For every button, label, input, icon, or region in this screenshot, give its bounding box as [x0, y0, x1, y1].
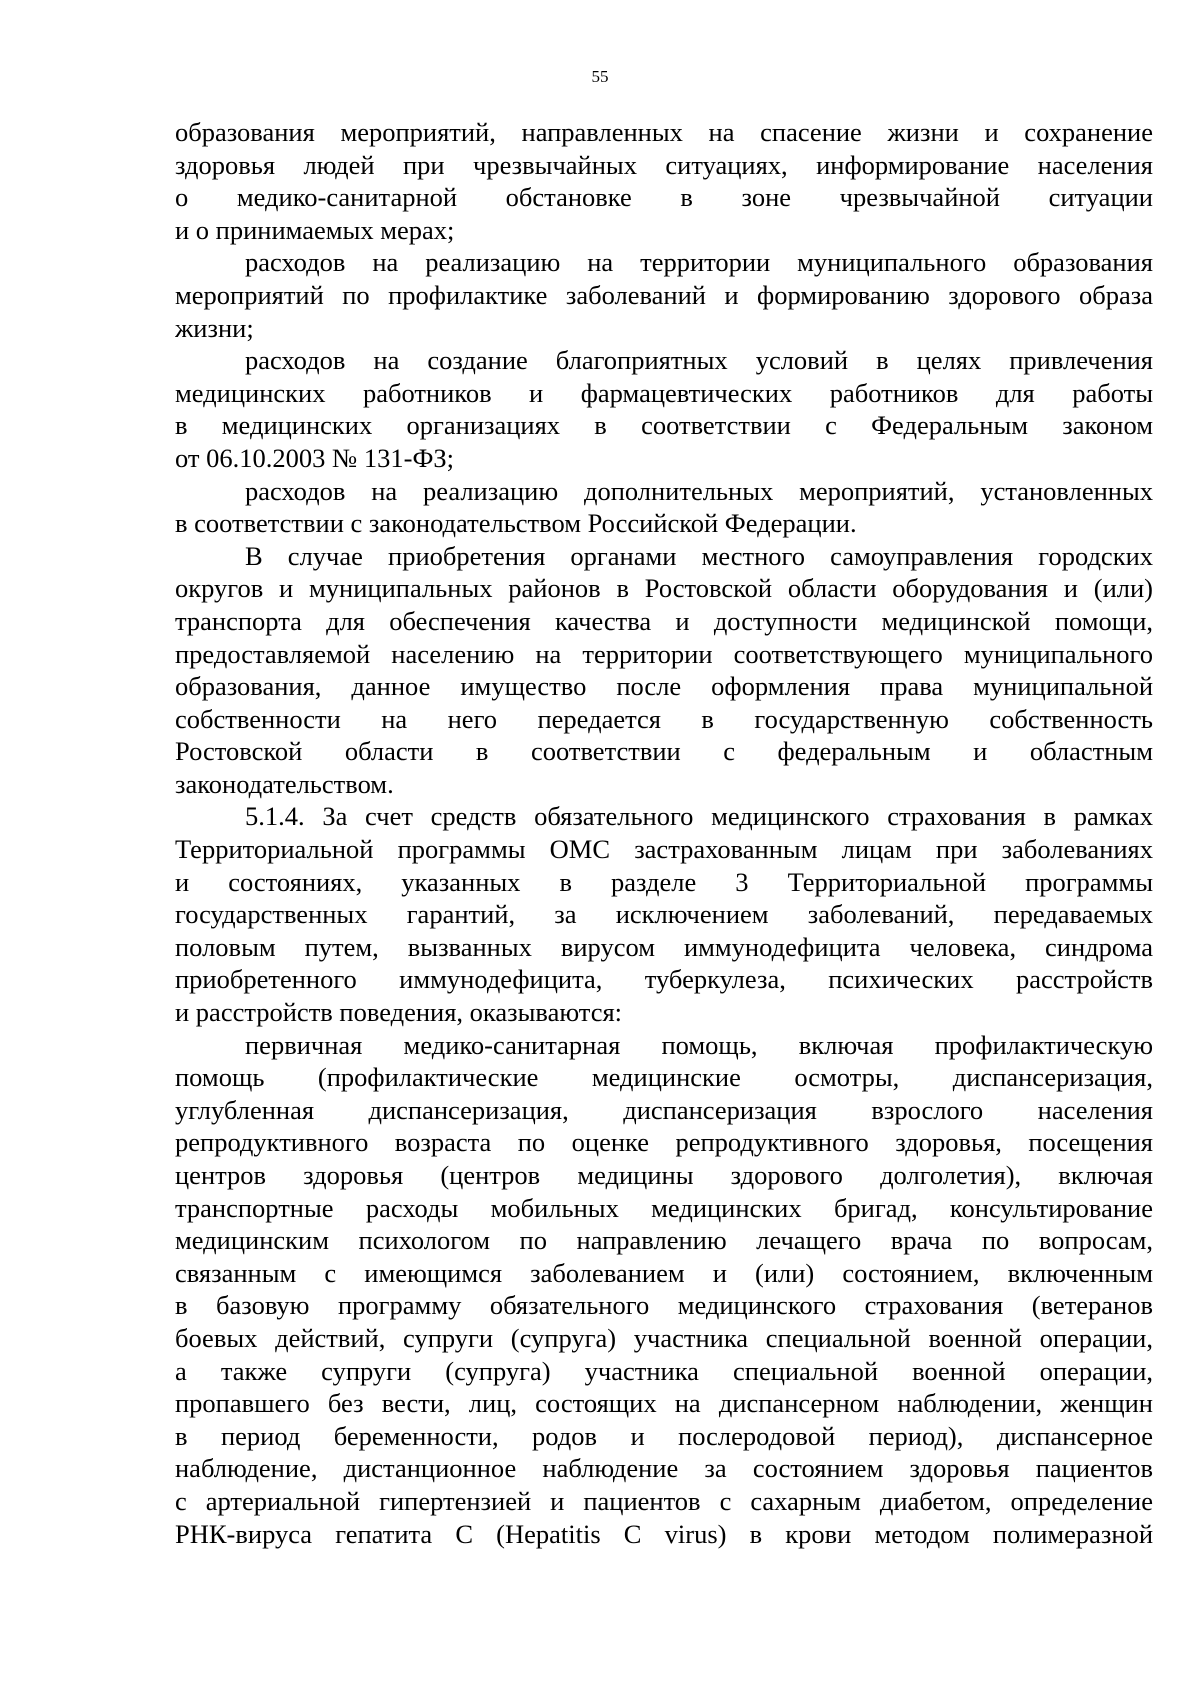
- text-line: пропавшего без вести, лиц, состоящих на диспансерном наблюдении, женщин: [175, 1388, 1153, 1419]
- paragraph: [175, 475, 1153, 540]
- text-line: от 06.10.2003 № 131-ФЗ;: [175, 442, 455, 473]
- text-line: медицинским психологом по направлению лечащего врача по вопросам,: [175, 1225, 1153, 1256]
- text-line: и расстройств поведения, оказываются:: [175, 997, 623, 1028]
- document-body: [175, 116, 1153, 1550]
- text-line: транспортные расходы мобильных медицинских бригад, консультирование: [175, 1192, 1153, 1223]
- text-line: предоставляемой населению на территории соответствующего муниципального: [175, 638, 1153, 669]
- text-line: Территориальной программы ОМС застрахованным лицам при заболеваниях: [175, 834, 1153, 865]
- text-line: а также супруги (супруга) участника специальной военной операции,: [175, 1355, 1153, 1386]
- text-line: помощь (профилактические медицинские осмотры, диспансеризация,: [175, 1062, 1153, 1093]
- text-line: в соответствии с законодательством Российской Федерации.: [175, 508, 857, 539]
- text-line: РНК-вируса гепатита C (Hepatitis C virus) в крови методом полимеразной: [175, 1518, 1153, 1549]
- text-line: расходов на создание благоприятных условий в целях привлечения: [245, 345, 1153, 376]
- text-line: и состояниях, указанных в разделе 3 Территориальной программы: [175, 866, 1153, 897]
- text-line: В случае приобретения органами местного самоуправления городских: [245, 540, 1153, 571]
- text-line: медицинских работников и фармацевтических работников для работы: [175, 377, 1153, 408]
- text-line: 5.1.4. За счет средств обязательного медицинского страхования в рамках: [245, 801, 1153, 832]
- text-line: мероприятий по профилактике заболеваний и формированию здорового образа: [175, 279, 1153, 310]
- text-line: Ростовской области в соответствии с федеральным и областным: [175, 736, 1153, 767]
- paragraph: [175, 800, 1153, 1028]
- text-line: здоровья людей при чрезвычайных ситуациях, информирование населения: [175, 149, 1153, 180]
- text-line: центров здоровья (центров медицины здорового долголетия), включая: [175, 1160, 1153, 1190]
- paragraph: [175, 1029, 1153, 1551]
- text-line: боевых действий, супруги (супруга) участника специальной военной операции,: [175, 1322, 1153, 1353]
- text-line: образования мероприятий, направленных на спасение жизни и сохранение: [175, 117, 1153, 147]
- paragraph: [175, 344, 1153, 474]
- text-line: образования, данное имущество после оформления права муниципальной: [175, 671, 1153, 702]
- text-line: углубленная диспансеризация, диспансеризация взрослого населения: [175, 1094, 1153, 1125]
- text-line: законодательством.: [175, 768, 394, 799]
- paragraph: [175, 116, 1153, 246]
- text-line: государственных гарантий, за исключением заболеваний, передаваемых: [175, 899, 1153, 930]
- text-line: транспорта для обеспечения качества и доступности медицинской помощи,: [175, 605, 1153, 636]
- text-line: связанным с имеющимся заболеванием и (или) состоянием, включенным: [175, 1257, 1153, 1288]
- text-line: половым путем, вызванных вирусом иммунодефицита человека, синдрома: [175, 931, 1153, 962]
- text-line: приобретенного иммунодефицита, туберкулеза, психических расстройств: [175, 964, 1153, 995]
- text-line: наблюдение, дистанционное наблюдение за состоянием здоровья пациентов: [175, 1453, 1153, 1484]
- paragraph: [175, 246, 1153, 344]
- text-line: в медицинских организациях в соответствии с Федеральным законом: [175, 410, 1153, 441]
- text-line: расходов на реализацию на территории муниципального образования: [245, 247, 1153, 278]
- text-line: округов и муниципальных районов в Ростовской области оборудования и (или): [175, 573, 1153, 604]
- text-line: и о принимаемых мерах;: [175, 214, 455, 245]
- text-line: расходов на реализацию дополнительных мероприятий, установленных: [245, 475, 1153, 506]
- text-line: в период беременности, родов и послеродовой период), диспансерное: [175, 1420, 1153, 1451]
- paragraph: [175, 540, 1153, 801]
- text-line: в базовую программу обязательного медицинского страхования (ветеранов: [175, 1290, 1153, 1321]
- text-line: собственности на него передается в государственную собственность: [175, 703, 1153, 734]
- text-line: с артериальной гипертензией и пациентов с сахарным диабетом, определение: [175, 1485, 1153, 1516]
- text-line: жизни;: [175, 312, 254, 343]
- text-line: репродуктивного возраста по оценке репродуктивного здоровья, посещения: [175, 1127, 1153, 1158]
- text-line: первичная медико-санитарная помощь, включая профилактическую: [245, 1029, 1153, 1060]
- text-line: о медико-санитарной обстановке в зоне чрезвычайной ситуации: [175, 182, 1153, 213]
- page-number: 55: [591, 67, 609, 86]
